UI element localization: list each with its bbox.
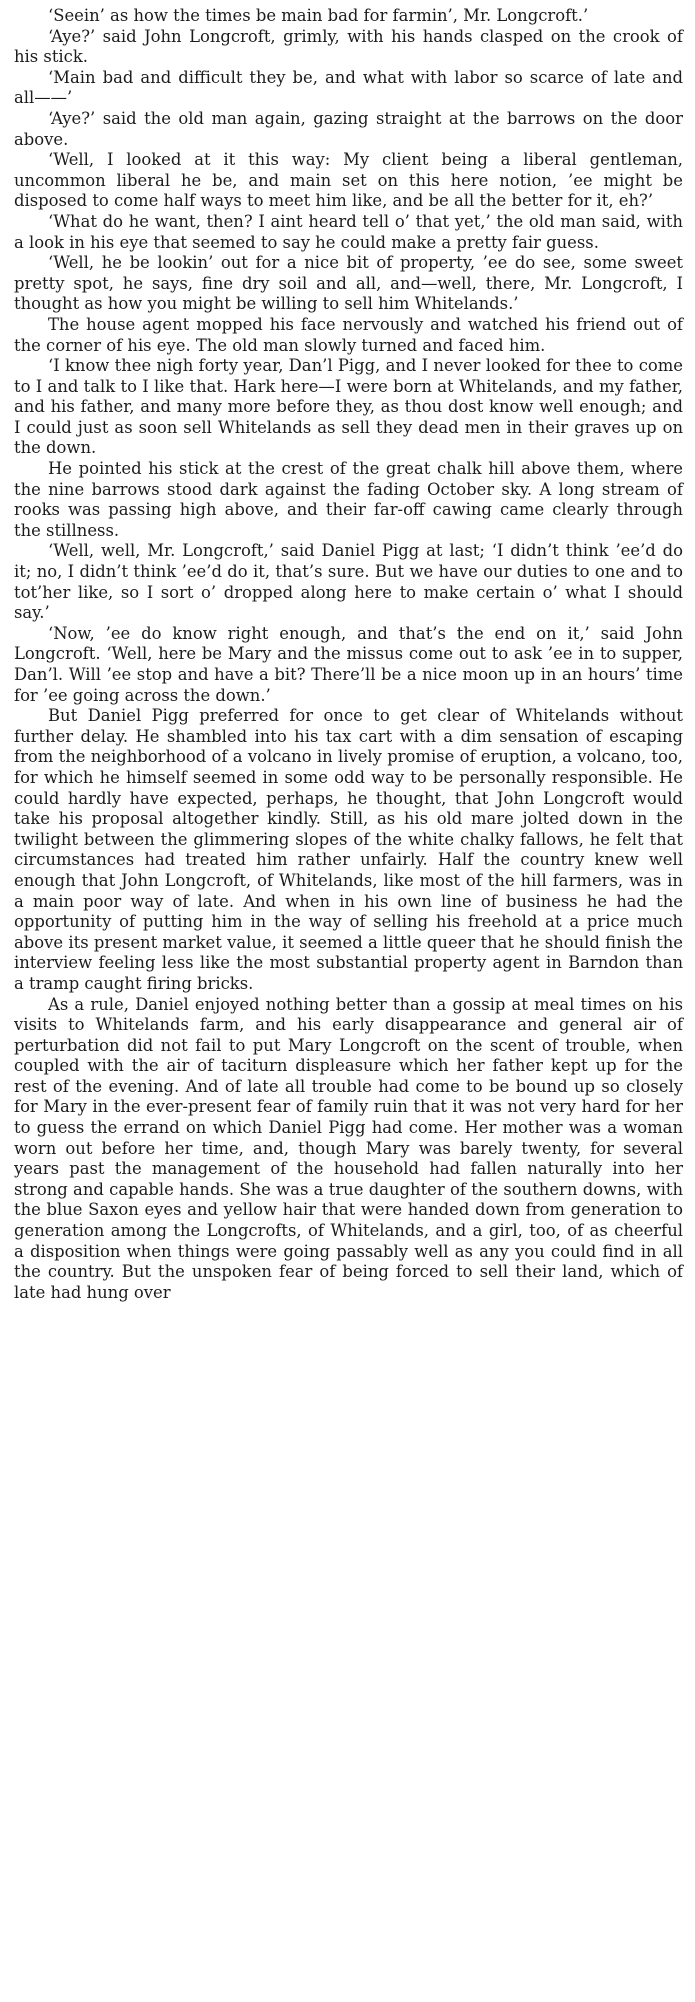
paragraph: As a rule, Daniel enjoyed nothing better than a gossip at meal times on his visits to Whitelands farm, and his early disappearance and general air of perturbation did not fail to put Mary Longcroft on the scent of trouble, when coupled with the air of taciturn displeasure which her father kept up for the rest of the evening. And of late all trouble had come to be bound up so closely for Mary in the ever-present fear of family ruin that it was not very hard for her to guess the errand on which Daniel Pigg had come. Her mother was a woman worn out before her time, and, though Mary was barely twenty, for several years past the management of the household had fallen naturally into her strong and capable hands. She was a true daughter of the southern downs, with the blue Saxon eyes and yellow hair that were handed down from generation to generation among the Longcrofts, of Whitelands, and a girl, too, of as cheerful a disposition when things were going passably well as any you could find in all the country. But the unspoken fear of being forced to sell their land, which of late had hung over (14, 994, 683, 1302)
paragraph: ‘Now, ’ee do know right enough, and that’s the end on it,’ said John Longcroft. ‘Well, here be Mary and the missus come out to ask ’ee in to supper, Dan’l. Will ’ee stop and have a bit? There’ll be a nice moon up in an hours’ time for ’ee going across the down.’ (14, 623, 683, 705)
paragraph: ‘Well, well, Mr. Longcroft,’ said Daniel Pigg at last; ‘I didn’t think ’ee’d do it; no, I didn’t think ’ee’d do it, that’s sure. But we have our duties to one and to tot’her like, so I sort o’ dropped along here to make certain o’ what I should say.’ (14, 541, 683, 623)
paragraph: ‘Aye?’ said the old man again, gazing straight at the barrows on the door above. (14, 108, 683, 149)
paragraph: ‘Seein’ as how the times be main bad for farmin’, Mr. Longcroft.’ (48, 6, 589, 25)
paragraph: ‘Main bad and difficult they be, and what with labor so scarce of late and all——’ (14, 67, 683, 108)
paragraph: But Daniel Pigg preferred for once to get clear of Whitelands without further delay. He shambled into his tax cart with a dim sensation of escaping from the neighborhood of a volcano in lively promise of eruption, a volcano, too, for which he himself seemed in some odd way to be personally responsible. He could hardly have expected, perhaps, he thought, that John Longcroft would take his proposal altogether kindly. Still, as his old mare jolted down in the twilight between the glimmering slopes of the white chalky fallows, he felt that circumstances had treated him rather unfairly. Half the country knew well enough that John Longcroft, of Whitelands, like most of the hill farmers, was in a main poor way of late. And when in his own line of business he had the opportunity of putting him in the way of selling his freehold at a price much above its present market value, it seemed a little queer that he should finish the interview feeling less like the most substantial property agent in Barndon than a tramp caught firing bricks. (14, 706, 683, 993)
paragraph: ‘Well, I looked at it this way: My client being a liberal gentleman, uncommon liberal he be, and main set on this here notion, ’ee might be disposed to come half ways to meet him like, and be all the better for it, eh?’ (14, 150, 683, 211)
paragraph: ‘What do he want, then? I aint heard tell o’ that yet,’ the old man said, with a look in his eye that seemed to say he could make a pretty fair guess. (14, 211, 683, 252)
paragraph: ‘I know thee nigh forty year, Dan’l Pigg, and I never looked for thee to come to I and talk to I like that. Hark here—I were born at Whitelands, and my father, and his father, and many more before they, as thou dost know well enough; and I could just as soon sell Whitelands as sell they dead men in their graves up on the down. (14, 356, 683, 458)
paragraph: ‘Well, he be lookin’ out for a nice bit of property, ’ee do see, some sweet pretty spot, he says, fine dry soil and all, and—well, there, Mr. Longcroft, I thought as how you might be willing to sell him Whitelands.’ (14, 253, 683, 314)
paragraph: The house agent mopped his face nervously and watched his friend out of the corner of his eye. The old man slowly turned and faced him. (14, 314, 683, 355)
paragraph: ‘Aye?’ said John Longcroft, grimly, with his hands clasped on the crook of his stick. (14, 26, 683, 67)
paragraph: He pointed his stick at the crest of the great chalk hill above them, where the nine barrows stood dark against the fading October sky. A long stream of rooks was passing high above, and their far-off cawing came clearly through the stillness. (14, 459, 683, 540)
